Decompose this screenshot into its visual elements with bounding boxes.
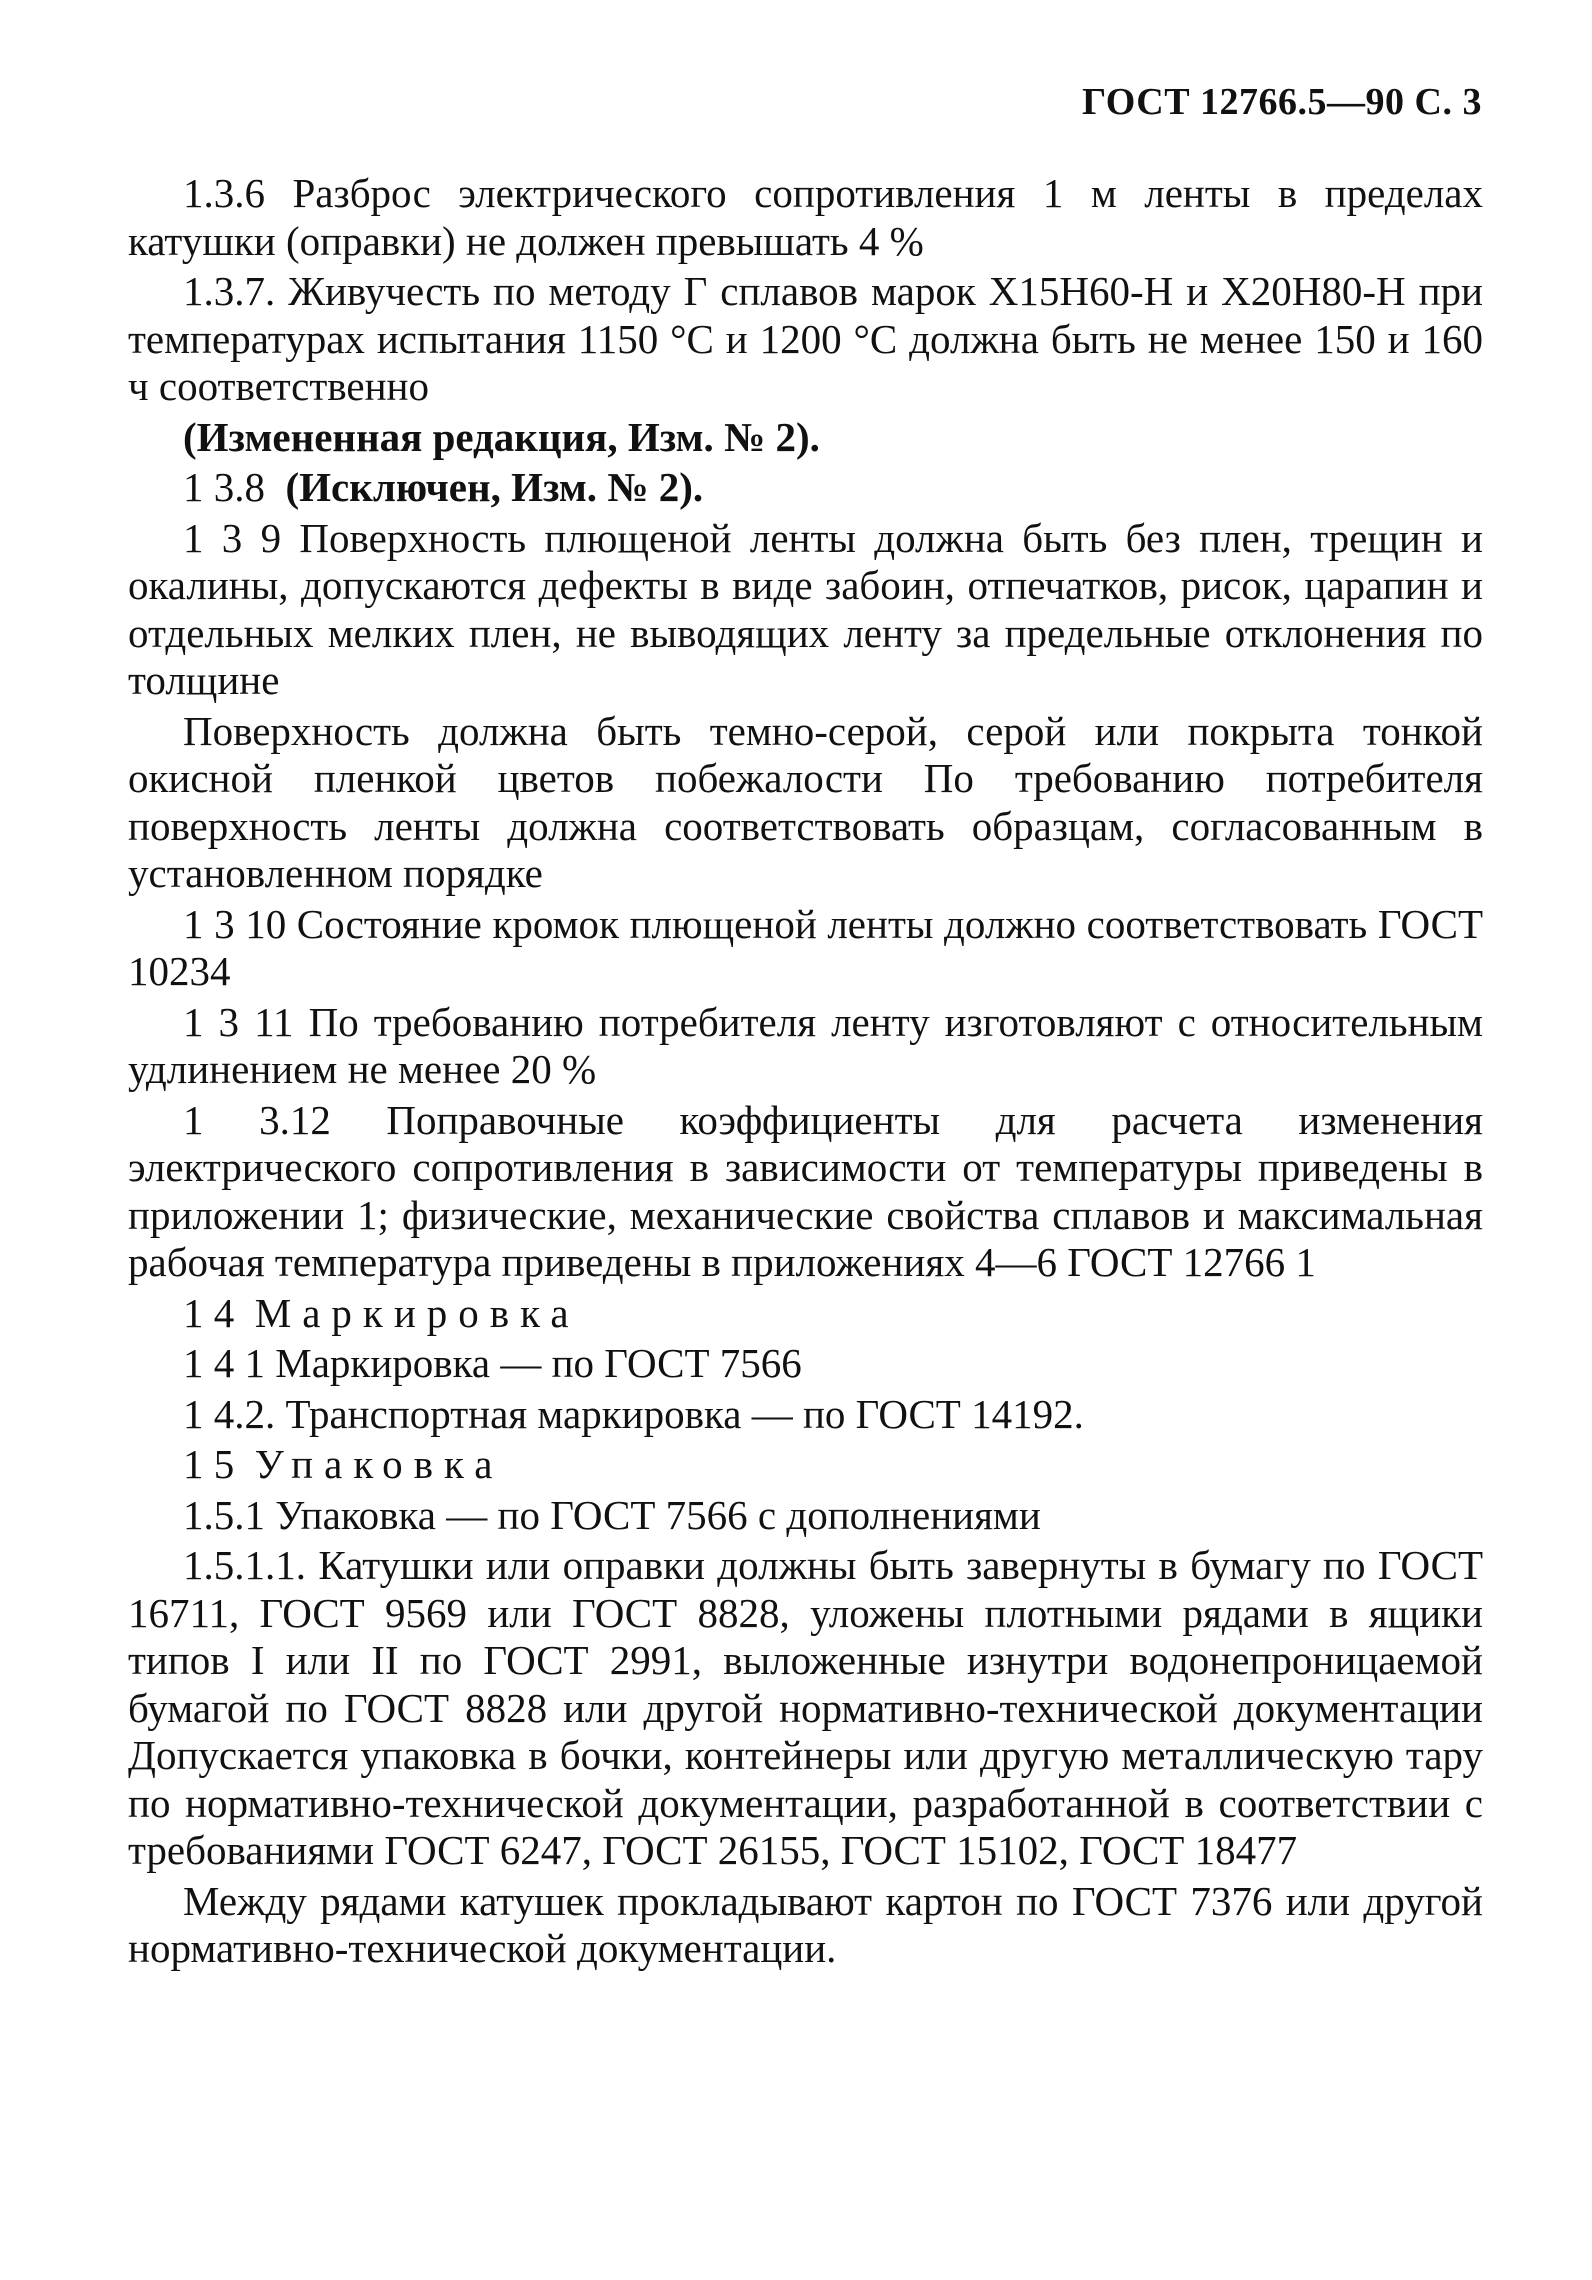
paragraph-1-3-7: 1.3.7. Живучесть по методу Г сплавов марок Х15Н60-Н и Х20Н80-Н при температурах испытания 1150 °С и 1200 °С должна быть не менее 150 и 160 ч соответственно xyxy=(128,268,1483,409)
section-title: Упаковка xyxy=(254,1441,504,1487)
paragraph-1-5-1: 1.5.1 Упаковка — по ГОСТ 7566 с дополнениями xyxy=(183,1491,1041,1538)
paragraph-1-3-10: 1 3 10 Состояние кромок плющеной ленты должно соответствовать ГОСТ 10234 xyxy=(128,900,1483,994)
section-number: 1 4 xyxy=(183,1289,235,1336)
paragraph-1-3-11: 1 3 11 По требованию потребителя ленту изготовляют с относительным удлинением не менее 20 % xyxy=(128,998,1483,1092)
paragraph-1-5-1-1: 1.5.1.1. Катушки или оправки должны быть завернуты в бумагу по ГОСТ 16711, ГОСТ 9569 или ГОСТ 8828, уложены плотными рядами в ящики типов I или II по ГОСТ 2991, выложенные изнутри водонепроницаемой бумагой по ГОСТ 8828 или другой нормативно-технической документации Допускается упаковка в бочки, контейнеры или другую металлическую тару по нормативно-технической документации, разработанной в соответствии с требованиями ГОСТ 6247, ГОСТ 26155, ГОСТ 15102, ГОСТ 18477 xyxy=(128,1542,1483,1873)
paragraph-1-4-1: 1 4 1 Маркировка — по ГОСТ 7566 xyxy=(183,1340,802,1386)
paragraph-1-3-9: 1 3 9 Поверхность плющеной ленты должна быть без плен, трещин и окалины, допускаются дефекты в виде забоин, отпечатков, рисок, царапин и отдельных мелких плен, не выводящих ленту за предельные отклонения по толщине xyxy=(128,514,1483,703)
document-body xyxy=(128,170,1483,1973)
paragraph-1-4-2: 1 4.2. Транспортная маркировка — по ГОСТ 14192. xyxy=(183,1390,1084,1437)
paragraph-surface: Поверхность должна быть темно-серой, серой или покрыта тонкой окисной пленкой цветов побежалости По требованию потребителя поверхность ленты должна соответствовать образцам, согласованным в установленном порядке xyxy=(128,707,1483,896)
section-heading-marking xyxy=(128,1290,1483,1338)
clause-number: 1 3.8 xyxy=(183,464,265,510)
section-heading-packaging xyxy=(128,1441,1483,1489)
section-title: Маркировка xyxy=(254,1289,580,1336)
paragraph-1-3-12: 1 3.12 Поправочные коэффициенты для расчета изменения электрического сопротивления в зависимости от температуры приведены в приложении 1; физические, механические свойства сплавов и максимальная рабочая температура приведены в приложениях 4—6 ГОСТ 12766 1 xyxy=(128,1096,1483,1285)
paragraph-1-3-6: 1.3.6 Разброс электрического сопротивления 1 м ленты в пределах катушки (оправки) не должен превышать 4 % xyxy=(128,170,1483,264)
paragraph-1-3-8 xyxy=(128,464,1483,512)
page-header: ГОСТ 12766.5—90 С. 3 xyxy=(1082,81,1482,123)
section-number: 1 5 xyxy=(183,1441,235,1487)
amendment-note: (Измененная редакция, Изм. № 2). xyxy=(183,413,820,460)
excluded-note: (Исключен, Изм. № 2). xyxy=(285,464,704,510)
paragraph-cardboard: Между рядами катушек прокладывают картон по ГОСТ 7376 или другой нормативно-технической документации. xyxy=(128,1877,1483,1971)
